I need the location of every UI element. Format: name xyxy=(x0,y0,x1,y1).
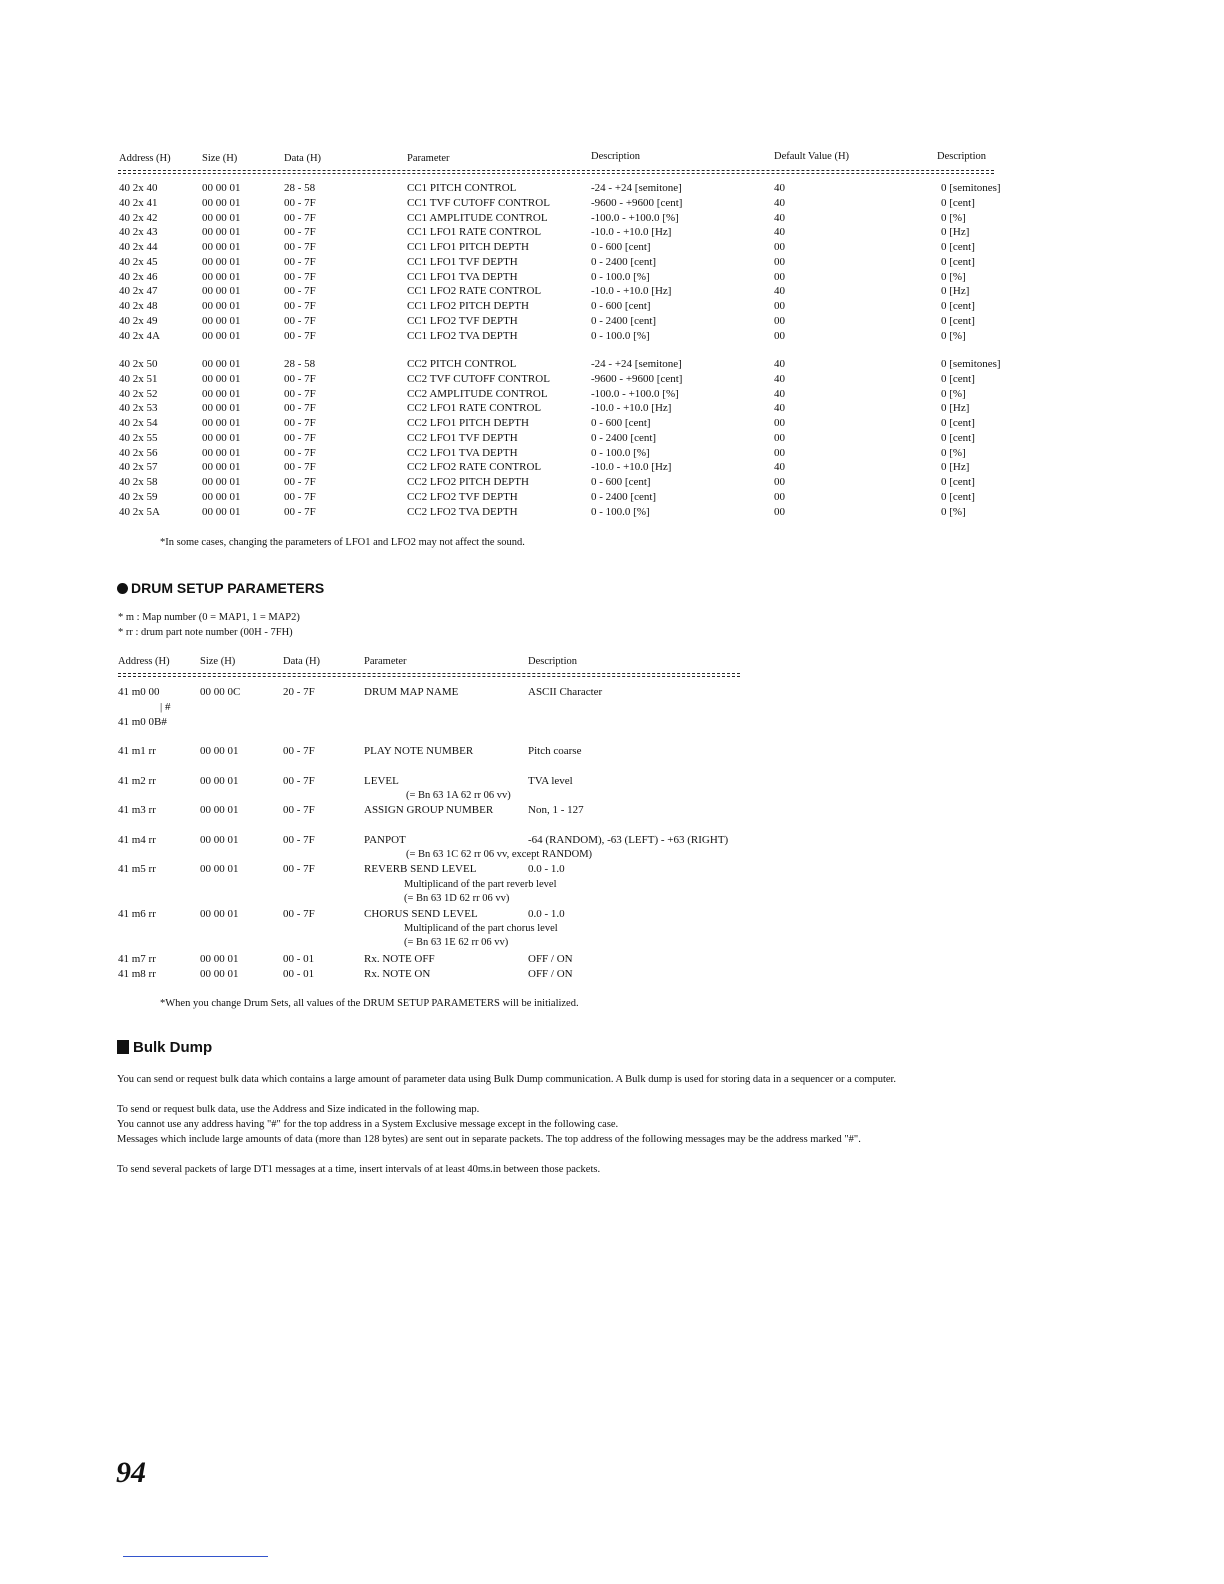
cell-address: 40 2x 55 xyxy=(119,431,158,444)
cell-description2: 0 [%] xyxy=(941,505,966,518)
cell-size: 00 00 01 xyxy=(202,270,241,283)
cell-description: -10.0 - +10.0 [Hz] xyxy=(591,402,672,415)
cell-description2: 0 [Hz] xyxy=(941,285,970,298)
cell-data: 00 - 7F xyxy=(284,329,316,342)
cell-data: 00 - 01 xyxy=(283,953,315,965)
cell-size: 00 00 01 xyxy=(202,241,241,253)
cell-size: 00 00 01 xyxy=(200,968,239,980)
cell-description: 0 - 600 [cent] xyxy=(591,241,651,253)
cell-size: 00 00 01 xyxy=(202,196,241,209)
cell-description: -100.0 - +100.0 [%] xyxy=(591,387,679,400)
cell-size: 00 00 01 xyxy=(202,329,241,342)
cell-parameter: Rx. NOTE ON xyxy=(364,968,431,980)
cell-size: 00 00 01 xyxy=(202,255,241,268)
cell-description: -24 - +24 [semitone] xyxy=(591,358,682,370)
cell-default: 00 xyxy=(774,505,785,518)
cell-address: 41 m7 rr xyxy=(118,953,156,965)
cell-parameter: PLAY NOTE NUMBER xyxy=(364,745,474,757)
cell-description2: 0 [Hz] xyxy=(941,402,970,415)
cell-description2: 0 [semitones] xyxy=(941,182,1001,194)
cell-size: 00 00 01 xyxy=(202,446,241,459)
cell-default: 00 xyxy=(774,241,785,253)
cell-data: 28 - 58 xyxy=(284,358,316,370)
drum-name-parameter: DRUM MAP NAME xyxy=(364,686,459,698)
cell-parameter: CC2 LFO1 PITCH DEPTH xyxy=(407,417,529,429)
cell-default: 00 xyxy=(774,329,785,342)
cell-size: 00 00 01 xyxy=(202,226,241,239)
cc-header-size: Size (H) xyxy=(202,153,238,164)
cell-size: 00 00 01 xyxy=(200,775,239,787)
cell-data: 00 - 7F xyxy=(284,255,316,268)
cell-data: 00 - 7F xyxy=(283,804,315,816)
drum-name-address: 41 m0 00 xyxy=(118,686,160,698)
cell-description2: 0 [cent] xyxy=(941,372,975,385)
cell-parameter: REVERB SEND LEVEL xyxy=(364,863,477,875)
cell-description2: 0 [cent] xyxy=(941,196,975,209)
cell-default: 40 xyxy=(774,226,785,239)
cell-description: Non, 1 - 127 xyxy=(528,804,584,816)
cell-data: 00 - 7F xyxy=(284,431,316,444)
cell-data: 00 - 7F xyxy=(283,834,315,846)
cell-address: 40 2x 58 xyxy=(119,476,158,488)
cell-data: 00 - 7F xyxy=(284,372,316,385)
cell-default: 00 xyxy=(774,270,785,283)
cell-description: OFF / ON xyxy=(528,968,573,980)
cell-data: 00 - 7F xyxy=(283,908,315,920)
drum-header-description: Description xyxy=(528,656,577,667)
cell-parameter: CC2 LFO2 RATE CONTROL xyxy=(407,461,542,474)
bullet-circle-icon xyxy=(117,583,128,594)
cell-description2: 0 [cent] xyxy=(941,314,975,327)
cell-description2: 0 [cent] xyxy=(941,241,975,253)
cell-default: 40 xyxy=(774,461,785,474)
cell-parameter: CC1 LFO2 TVA DEPTH xyxy=(407,329,518,342)
cell-description: -10.0 - +10.0 [Hz] xyxy=(591,461,672,474)
cell-parameter: CC1 LFO1 RATE CONTROL xyxy=(407,226,542,239)
cell-description: OFF / ON xyxy=(528,953,573,965)
footer-rule xyxy=(123,1556,268,1557)
cell-size: 00 00 01 xyxy=(202,417,241,429)
cell-data: 00 - 7F xyxy=(284,490,316,503)
cell-description: 0 - 100.0 [%] xyxy=(591,270,650,283)
cc-header-parameter: Parameter xyxy=(407,153,450,164)
cell-address: 40 2x 52 xyxy=(119,387,158,400)
cell-parameter: CC1 PITCH CONTROL xyxy=(407,182,517,194)
cell-description: -9600 - +9600 [cent] xyxy=(591,372,683,385)
cell-size: 00 00 01 xyxy=(200,804,239,816)
cell-description: 0 - 2400 [cent] xyxy=(591,314,657,327)
cell-default: 40 xyxy=(774,196,785,209)
cell-address: 40 2x 54 xyxy=(119,417,158,429)
cell-data: 00 - 7F xyxy=(284,417,316,429)
cell-address: 41 m1 rr xyxy=(118,745,156,757)
cell-parameter: CC1 LFO1 PITCH DEPTH xyxy=(407,241,529,253)
cell-description: 0 - 100.0 [%] xyxy=(591,446,650,459)
reverb-note-2: (= Bn 63 1D 62 rr 06 vv) xyxy=(404,893,510,904)
cell-size: 00 00 01 xyxy=(200,908,239,920)
cell-data: 00 - 7F xyxy=(284,241,316,253)
cell-address: 40 2x 49 xyxy=(119,314,158,327)
cell-default: 00 xyxy=(774,314,785,327)
cell-parameter: CHORUS SEND LEVEL xyxy=(364,908,478,920)
cc-header-description: Description xyxy=(591,151,640,162)
cell-data: 00 - 7F xyxy=(284,402,316,415)
cell-default: 40 xyxy=(774,372,785,385)
drum-name-end: 41 m0 0B# xyxy=(118,716,167,728)
cell-size: 00 00 01 xyxy=(202,372,241,385)
cell-address: 40 2x 50 xyxy=(119,358,158,370)
cell-description: 0 - 2400 [cent] xyxy=(591,431,657,444)
cell-description: -100.0 - +100.0 [%] xyxy=(591,211,679,224)
cell-description: 0 - 2400 [cent] xyxy=(591,255,657,268)
cell-description: 0 - 100.0 [%] xyxy=(591,505,650,518)
bullet-square-icon xyxy=(117,1040,129,1054)
page-number: 94 xyxy=(116,1456,146,1489)
cell-size: 00 00 01 xyxy=(200,863,239,875)
cell-data: 00 - 7F xyxy=(284,300,316,312)
cell-size: 00 00 01 xyxy=(202,314,241,327)
cell-description2: 0 [Hz] xyxy=(941,461,970,474)
cell-description2: 0 [cent] xyxy=(941,300,975,312)
cell-size: 00 00 01 xyxy=(202,490,241,503)
cell-address: 40 2x 46 xyxy=(119,270,158,283)
drum-header-rule xyxy=(118,673,740,674)
cell-address: 40 2x 51 xyxy=(119,372,158,385)
cell-address: 41 m4 rr xyxy=(118,834,156,846)
cell-size: 00 00 01 xyxy=(202,285,241,298)
cell-default: 00 xyxy=(774,255,785,268)
cell-size: 00 00 01 xyxy=(202,358,241,370)
cell-description2: 0 [cent] xyxy=(941,476,975,488)
cell-size: 00 00 01 xyxy=(202,182,241,194)
cell-data: 00 - 7F xyxy=(284,387,316,400)
cell-default: 40 xyxy=(774,387,785,400)
cell-default: 00 xyxy=(774,476,785,488)
cell-description2: 0 [cent] xyxy=(941,417,975,429)
bulk-dump-paragraph-1: You can send or request bulk data which contains a large amount of parameter data using Bulk Dump communication. A Bulk dump is used for storing data in a sequencer or a computer. xyxy=(117,1074,897,1085)
cell-address: 40 2x 43 xyxy=(119,226,158,239)
cell-size: 00 00 01 xyxy=(202,431,241,444)
cell-size: 00 00 01 xyxy=(202,300,241,312)
cell-description2: 0 [semitones] xyxy=(941,358,1001,370)
cell-address: 41 m6 rr xyxy=(118,908,156,920)
cc-header-rule xyxy=(118,170,994,171)
cell-parameter: CC2 LFO1 RATE CONTROL xyxy=(407,402,542,415)
drum-header-address: Address (H) xyxy=(118,656,170,667)
cell-parameter: CC2 PITCH CONTROL xyxy=(407,358,517,370)
cell-description2: 0 [cent] xyxy=(941,431,975,444)
drum-name-size: 00 00 0C xyxy=(200,686,241,698)
cc-header-address: Address (H) xyxy=(119,153,171,164)
drum-name-data: 20 - 7F xyxy=(283,686,315,698)
cell-parameter: CC1 TVF CUTOFF CONTROL xyxy=(407,196,550,209)
cell-parameter: CC2 AMPLITUDE CONTROL xyxy=(407,387,548,400)
cell-parameter: CC2 LFO1 TVA DEPTH xyxy=(407,446,518,459)
cell-address: 40 2x 44 xyxy=(119,241,158,253)
drum-name-description: ASCII Character xyxy=(528,686,603,698)
cell-data: 00 - 7F xyxy=(283,863,315,875)
cell-data: 00 - 7F xyxy=(284,270,316,283)
cc-header-data: Data (H) xyxy=(284,153,322,164)
cell-parameter: CC1 LFO1 TVF DEPTH xyxy=(407,255,518,268)
drum-header-data: Data (H) xyxy=(283,656,321,667)
bulk-dump-title: Bulk Dump xyxy=(117,1039,212,1056)
cell-size: 00 00 01 xyxy=(202,505,241,518)
cc-header-default: Default Value (H) xyxy=(774,151,850,162)
cell-address: 41 m5 rr xyxy=(118,863,156,875)
cell-data: 28 - 58 xyxy=(284,182,316,194)
cell-default: 40 xyxy=(774,285,785,298)
drum-header-parameter: Parameter xyxy=(364,656,407,667)
cell-address: 40 2x 48 xyxy=(119,300,158,312)
cell-default: 40 xyxy=(774,182,785,194)
cell-description: 0 - 600 [cent] xyxy=(591,300,651,312)
cell-address: 40 2x 56 xyxy=(119,446,158,459)
level-note: (= Bn 63 1A 62 rr 06 vv) xyxy=(406,790,511,801)
cell-data: 00 - 7F xyxy=(284,285,316,298)
reverb-note-1: Multiplicand of the part reverb level xyxy=(404,879,557,890)
chorus-note-1: Multiplicand of the part chorus level xyxy=(404,923,558,934)
cell-size: 00 00 01 xyxy=(202,402,241,415)
cc-header-description2: Description xyxy=(937,151,986,162)
cell-data: 00 - 01 xyxy=(283,968,315,980)
cell-description: -24 - +24 [semitone] xyxy=(591,182,682,194)
cell-data: 00 - 7F xyxy=(284,446,316,459)
bulk-dump-paragraph-2: To send or request bulk data, use the Address and Size indicated in the following map. xyxy=(117,1104,480,1115)
cell-data: 00 - 7F xyxy=(284,476,316,488)
cell-data: 00 - 7F xyxy=(284,196,316,209)
cell-data: 00 - 7F xyxy=(284,461,316,474)
cell-description2: 0 [%] xyxy=(941,446,966,459)
cell-parameter: CC2 LFO2 TVF DEPTH xyxy=(407,490,518,503)
cell-parameter: CC2 TVF CUTOFF CONTROL xyxy=(407,372,550,385)
bulk-dump-paragraph-3: You cannot use any address having "#" for the top address in a System Exclusive message except in the following case. xyxy=(117,1119,619,1130)
lfo-note: *In some cases, changing the parameters of LFO1 and LFO2 may not affect the sound. xyxy=(160,537,525,548)
cell-default: 00 xyxy=(774,300,785,312)
cell-description2: 0 [%] xyxy=(941,387,966,400)
cell-parameter: Rx. NOTE OFF xyxy=(364,953,435,965)
cell-parameter: CC1 LFO1 TVA DEPTH xyxy=(407,270,518,283)
cell-address: 40 2x 45 xyxy=(119,255,158,268)
cell-description2: 0 [%] xyxy=(941,270,966,283)
cell-parameter: CC1 LFO2 RATE CONTROL xyxy=(407,285,542,298)
cell-data: 00 - 7F xyxy=(284,314,316,327)
cell-address: 40 2x 5A xyxy=(119,505,160,518)
cell-size: 00 00 01 xyxy=(202,211,241,224)
cell-address: 40 2x 47 xyxy=(119,285,158,298)
cell-description: Pitch coarse xyxy=(528,745,582,757)
chorus-note-2: (= Bn 63 1E 62 rr 06 vv) xyxy=(404,937,509,948)
legend-note-number: * rr : drum part note number (00H - 7FH) xyxy=(118,627,293,638)
cell-default: 00 xyxy=(774,446,785,459)
cell-parameter: LEVEL xyxy=(364,775,399,787)
cell-default: 40 xyxy=(774,211,785,224)
drum-footnote: *When you change Drum Sets, all values of the DRUM SETUP PARAMETERS will be initialized. xyxy=(160,998,579,1009)
bulk-dump-paragraph-5: To send several packets of large DT1 messages at a time, insert intervals of at least 40ms.in between those packets. xyxy=(117,1164,601,1175)
cell-address: 40 2x 41 xyxy=(119,196,158,209)
cell-address: 41 m3 rr xyxy=(118,804,156,816)
cell-address: 40 2x 42 xyxy=(119,211,158,224)
cell-data: 00 - 7F xyxy=(284,505,316,518)
cell-parameter: CC1 LFO2 PITCH DEPTH xyxy=(407,300,529,312)
cell-parameter: CC2 LFO2 PITCH DEPTH xyxy=(407,476,529,488)
cell-address: 40 2x 53 xyxy=(119,402,158,415)
drum-header-size: Size (H) xyxy=(200,656,236,667)
cell-size: 00 00 01 xyxy=(202,461,241,474)
cell-default: 40 xyxy=(774,402,785,415)
cell-size: 00 00 01 xyxy=(202,476,241,488)
cell-description2: 0 [Hz] xyxy=(941,226,970,239)
cell-description: 0.0 - 1.0 xyxy=(528,863,565,875)
cell-size: 00 00 01 xyxy=(202,387,241,400)
cc-header-rule-2 xyxy=(118,173,994,174)
cell-parameter: ASSIGN GROUP NUMBER xyxy=(364,804,494,816)
cell-data: 00 - 7F xyxy=(284,226,316,239)
cell-parameter: CC1 AMPLITUDE CONTROL xyxy=(407,211,548,224)
drum-name-continuation: | # xyxy=(160,701,171,713)
cell-description: 0 - 2400 [cent] xyxy=(591,490,657,503)
cell-description: 0.0 - 1.0 xyxy=(528,908,565,920)
cell-default: 40 xyxy=(774,358,785,370)
cell-description2: 0 [cent] xyxy=(941,255,975,268)
cell-default: 00 xyxy=(774,490,785,503)
bulk-dump-paragraph-4: Messages which include large amounts of data (more than 128 bytes) are sent out in separate packets. The top address of the following messages may be the address marked "#". xyxy=(117,1134,861,1145)
cell-default: 00 xyxy=(774,417,785,429)
cell-description: TVA level xyxy=(528,775,573,787)
cell-address: 40 2x 40 xyxy=(119,182,158,194)
cell-description: -64 (RANDOM), -63 (LEFT) - +63 (RIGHT) xyxy=(528,834,729,846)
cell-description2: 0 [%] xyxy=(941,211,966,224)
drum-setup-title: DRUM SETUP PARAMETERS xyxy=(117,580,324,596)
cell-description: -10.0 - +10.0 [Hz] xyxy=(591,285,672,298)
cell-address: 41 m8 rr xyxy=(118,968,156,980)
cell-address: 40 2x 57 xyxy=(119,461,158,474)
cell-description: 0 - 600 [cent] xyxy=(591,417,651,429)
cell-description2: 0 [cent] xyxy=(941,490,975,503)
panpot-note: (= Bn 63 1C 62 rr 06 vv, except RANDOM) xyxy=(406,849,593,860)
cell-parameter: CC2 LFO2 TVA DEPTH xyxy=(407,505,518,518)
legend-map-number: * m : Map number (0 = MAP1, 1 = MAP2) xyxy=(118,612,300,623)
cell-size: 00 00 01 xyxy=(200,745,239,757)
cell-size: 00 00 01 xyxy=(200,834,239,846)
cell-description: 0 - 600 [cent] xyxy=(591,476,651,488)
cell-data: 00 - 7F xyxy=(283,775,315,787)
cell-data: 00 - 7F xyxy=(284,211,316,224)
cell-default: 00 xyxy=(774,431,785,444)
cell-address: 40 2x 4A xyxy=(119,329,160,342)
cell-data: 00 - 7F xyxy=(283,745,315,757)
cell-parameter: PANPOT xyxy=(364,834,406,846)
drum-header-rule-2 xyxy=(118,676,740,677)
cell-parameter: CC2 LFO1 TVF DEPTH xyxy=(407,431,518,444)
cell-parameter: CC1 LFO2 TVF DEPTH xyxy=(407,314,518,327)
cell-address: 40 2x 59 xyxy=(119,490,158,503)
cell-address: 41 m2 rr xyxy=(118,775,156,787)
cell-description: 0 - 100.0 [%] xyxy=(591,329,650,342)
cell-description: -10.0 - +10.0 [Hz] xyxy=(591,226,672,239)
cell-description2: 0 [%] xyxy=(941,329,966,342)
cell-description: -9600 - +9600 [cent] xyxy=(591,196,683,209)
cell-size: 00 00 01 xyxy=(200,953,239,965)
